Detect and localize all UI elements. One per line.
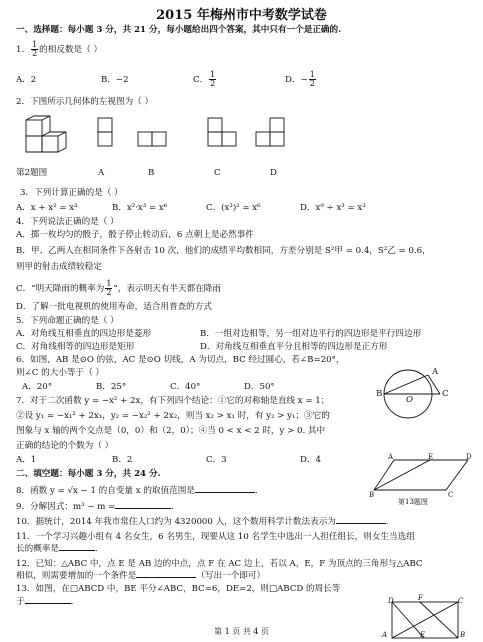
q4-c-num: 1 — [106, 279, 112, 288]
q4-c-part1: C．“明天降雨的概率为 — [16, 284, 105, 294]
q1-option-d — [285, 71, 317, 88]
q1-frac-num: 1 — [32, 40, 38, 49]
q7-line-4: 正确的结论的个数为（ ） — [16, 441, 114, 451]
q6-label-o: O — [406, 395, 414, 405]
bottom-label-e: E — [420, 631, 426, 639]
q2-label-b: B — [148, 168, 155, 178]
q1-option-a: A．2 — [16, 75, 37, 85]
question-1 — [16, 41, 102, 58]
q5-option-c: C．对角线相等的四边形是矩形 — [16, 342, 135, 352]
q3-option-c: C．(x³)² = x⁶ — [206, 203, 261, 213]
q13-stem-end: 于 — [16, 597, 25, 607]
page-title: 2015 年梅州市中考数学试卷 — [156, 8, 327, 23]
q2-figures — [16, 112, 296, 170]
q10-text: 10．据统计，2014 年我市常住人口约为 4320000 人，这个数用科学计数法表示为 . — [16, 517, 389, 527]
q2-option-d-view — [256, 118, 284, 146]
q2-main-solid — [26, 116, 66, 152]
q5-option-a: A．对角线互相垂直的四边形是菱形 — [16, 329, 152, 339]
q11-line-1: 11．一个学习兴趣小组有 4 名女生，6 名男生，现要从这 10 名学生中选出一人担任组长，则女生当选组 — [16, 532, 415, 542]
q6-line-1: 6．如图，AB 是⊙O 的弦，AC 是⊙O 切线，A 为切点，BC 经过圆心，若∠B=20°， — [16, 355, 345, 365]
q12-answer-blank[interactable] — [136, 577, 196, 578]
q1-fraction — [31, 41, 38, 58]
q6-label-a: A — [432, 367, 439, 377]
q2-option-c-view — [208, 118, 236, 146]
q13-label-d: D — [466, 453, 472, 461]
q2-label-d: D — [270, 168, 277, 178]
q7-option-a: A．1 — [16, 455, 37, 465]
q11-stem-end: 长的概率是 — [16, 544, 59, 554]
q13-parallelogram-figure — [372, 452, 472, 500]
q7-line-3: 图象与 x 轴的两个交点是（0，0）和（2，0）；④当 0 < x < 2 时，y > 0. 其中 — [16, 426, 326, 436]
q1-stem-rest: 的相反数是（ ） — [39, 45, 103, 55]
q10-stem: 10．据统计，2014 年我市常住人口约为 4320000 人，这个数用科学计数法表示为 — [16, 517, 336, 527]
q4-option-b-cont: 则甲的射击成绩较稳定 — [16, 262, 102, 272]
q9-text: 9．分解因式：m³ − m = . — [16, 502, 175, 512]
q5-option-b: B．一组对边相等，另一组对边平行的四边形是平行四边形 — [200, 329, 422, 339]
q4-c-part2: ”，表示明天有半天都在降雨 — [113, 284, 221, 294]
bottom-label-b: B — [460, 631, 466, 639]
q12-line-2 — [16, 571, 265, 582]
q6-option-b: B．25° — [96, 382, 127, 392]
q2-option-a-view — [98, 118, 112, 146]
q1-d-num: 1 — [309, 70, 315, 79]
q5-stem: 5．下列命题正确的是（ ） — [16, 316, 119, 326]
q4-option-a: A．掷一枚均匀的骰子，骰子停止转动后，6 点朝上是必然事件 — [16, 230, 254, 240]
q4-c-den: 2 — [106, 288, 112, 297]
q6-option-a: A．20° — [22, 382, 53, 392]
q4-option-b: B．甲、乙两人在相同条件下各射击 10 次，他们的成绩平均数相同，方差分别是 S²甲 = 0.4，S²乙 = 0.6， — [16, 246, 431, 256]
q1-d-label: D．− — [285, 75, 308, 85]
q13-label-a: A — [388, 453, 394, 461]
q8-text: 8．函数 y = √x − 1 的自变量 x 的取值范围是 . — [16, 486, 258, 496]
section-2-header: 二、填空题：每小题 3 分，共 24 分. — [16, 469, 161, 479]
q7-option-b: B．2 — [112, 455, 133, 465]
q1-number: 1． — [16, 45, 31, 55]
bottom-label-f: F — [418, 594, 423, 602]
q13-label-c: C — [448, 491, 454, 499]
q3-option-a: A．x + x² = x³ — [16, 203, 78, 213]
q13-figure-caption: 第13题图 — [398, 498, 428, 506]
q1-c-num: 1 — [210, 70, 216, 79]
bottom-label-d: D — [388, 597, 394, 605]
q3-option-d: D．x⁹ ÷ x³ = x³ — [300, 203, 366, 213]
q4-option-d: D．了解一批电视机的使用寿命，适合用普查的方式 — [16, 302, 212, 312]
q13-label-b: B — [369, 491, 375, 499]
q2-label-a: A — [98, 168, 105, 178]
q1-c-den: 2 — [210, 79, 216, 88]
q13-line-1: 13．如图，在□ABCD 中，BE 平分∠ABC，BC=6，DE=2，则□ABCD 的周长等 — [16, 584, 341, 594]
q12-stem-end: 相似，则需要增加的一个条件是 — [16, 571, 137, 581]
q13-line-2: 于 . — [16, 597, 74, 607]
section-1-header: 一、选择题：每小题 3 分，共 21 分，每小题给出四个答案，其中只有一个是正确的. — [16, 25, 342, 35]
q1-c-label: C． — [193, 75, 209, 85]
q2-figure-caption: 第2题图 — [16, 168, 48, 178]
q3-stem: 3．下列计算正确的是（ ） — [20, 188, 123, 198]
q1-frac-den: 2 — [32, 49, 38, 58]
q11-answer-blank[interactable] — [59, 550, 95, 551]
q12-line-1: 12．已知：△ABC 中，点 E 是 AB 边的中点，点 F 在 AC 边上，若以 A，E，F 为顶点的三角形与△ABC — [16, 559, 423, 569]
q1-option-b: B．−2 — [101, 75, 129, 85]
q6-option-d: D．50° — [244, 382, 275, 392]
q7-option-c: C．3 — [206, 455, 227, 465]
q7-line-2: ②设 y₁ = −x₁² + 2x₁，y₂ = −x₂² + 2x₂，则当 x₂ > x₁ 时，有 y₂ > y₁；③它的 — [16, 411, 330, 421]
q1-d-den: 2 — [309, 79, 315, 88]
q1-option-c — [193, 71, 217, 88]
q2-stem: 2．下图所示几何体的左视图为（ ） — [16, 97, 154, 107]
q10-answer-blank[interactable] — [336, 523, 386, 524]
bottom-label-a: A — [382, 631, 388, 639]
bottom-label-c: C — [458, 597, 464, 605]
q2-option-b-view — [138, 132, 166, 146]
q8-stem: 8．函数 y = √x − 1 的自变量 x 的取值范围是 — [16, 486, 195, 496]
q4-stem: 4．下列说法正确的是（ ） — [16, 217, 119, 227]
q3-option-b: B．x²·x³ = x⁶ — [112, 203, 168, 213]
q13-label-e: E — [428, 453, 434, 461]
q7-option-d: D．4 — [300, 455, 321, 465]
q2-label-c: C — [214, 168, 221, 178]
q9-stem: 9．分解因式：m³ − m = — [16, 502, 116, 512]
page-footer: 第 1 页 共 4 页 — [214, 627, 269, 636]
q11-line-2: 长的概率是 . — [16, 544, 98, 554]
q6-option-c: C．40° — [170, 382, 201, 392]
q13-answer-blank[interactable] — [25, 603, 71, 604]
q8-answer-blank[interactable] — [195, 492, 255, 493]
q5-option-d: D．对角线互相垂直平分且相等的四边形是正方形 — [200, 342, 388, 352]
q9-answer-blank[interactable] — [115, 508, 171, 509]
q12-hint: （写出一个即可） — [196, 571, 266, 581]
q4-option-c — [16, 280, 221, 297]
q6-label-c: C — [442, 389, 449, 399]
q7-line-1: 7．对于二次函数 y = −x² + 2x，有下列四个结论：①它的对称轴是直线 x = 1； — [16, 396, 330, 406]
q13-segment-be — [374, 460, 430, 490]
q6-line-2: 则∠C 的大小等于（ ） — [16, 368, 104, 378]
q6-label-b: B — [376, 389, 383, 399]
